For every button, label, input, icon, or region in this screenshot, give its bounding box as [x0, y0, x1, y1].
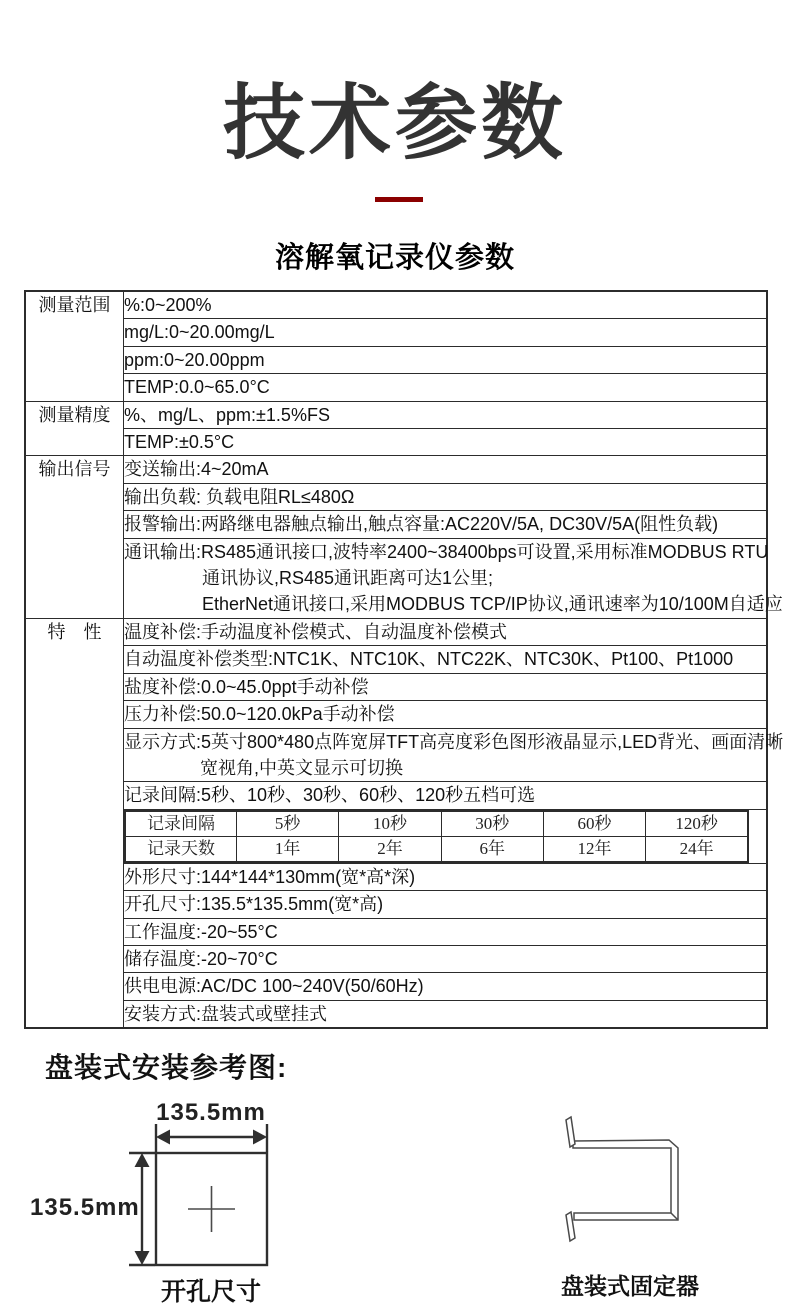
- spec-value-line: 通讯输出:RS485通讯接口,波特率2400~38400bps可设置,采用标准MODBUS RTU: [124, 541, 769, 562]
- spec-value-cell: [124, 291, 768, 319]
- width-dimension-arrow: [156, 1124, 267, 1152]
- spec-row: [25, 618, 767, 645]
- spec-row: [25, 918, 767, 945]
- spec-row: [25, 483, 767, 510]
- spec-value-line: 报警输出:两路继电器触点输出,触点容量:AC220V/5A, DC30V/5A(阻性负载): [124, 514, 719, 535]
- record-row-label: 记录间隔: [125, 811, 237, 837]
- record-cell: 1年: [237, 836, 339, 862]
- spec-row: [25, 809, 767, 863]
- cutout-height-label: 135.5mm: [30, 1194, 140, 1221]
- spec-row: [25, 456, 767, 483]
- spec-value-cell: [124, 401, 768, 428]
- spec-row: [25, 646, 767, 673]
- record-cell: 30秒: [441, 811, 543, 837]
- section-subtitle: 溶解氧记录仪参数: [274, 242, 515, 274]
- fixer-bracket-drawing: [550, 1110, 710, 1260]
- spec-value-cell: [124, 863, 768, 890]
- spec-value-line: %:0~200%: [124, 295, 212, 315]
- spec-value-line: 输出负载: 负载电阻RL≤480Ω: [124, 486, 355, 507]
- spec-value-line: 储存温度:-20~70°C: [124, 948, 278, 969]
- cutout-diagram: [30, 1095, 320, 1304]
- record-table-row: [125, 811, 748, 837]
- record-cell: 120秒: [646, 811, 748, 837]
- spec-value-cell: [124, 782, 768, 809]
- fixer-caption: 盘装式固定器: [561, 1273, 699, 1299]
- spec-value-cell: [124, 918, 768, 945]
- spec-value-line: 压力补偿:50.0~120.0kPa手动补偿: [124, 704, 395, 725]
- spec-row: [25, 374, 767, 401]
- spec-value-line: 显示方式:5英寸800*480点阵宽屏TFT高亮度彩色图形液晶显示,LED背光、画面清晰: [124, 731, 784, 752]
- spec-value-line: 开孔尺寸:135.5*135.5mm(宽*高): [124, 894, 384, 915]
- spec-table-wrap: [24, 290, 784, 1029]
- spec-value-cell: [124, 511, 768, 538]
- spec-row: [25, 945, 767, 972]
- spec-value-cell: [124, 618, 768, 645]
- spec-label-measurement-accuracy: 测量精度: [25, 401, 124, 456]
- record-cell: 6年: [441, 836, 543, 862]
- title-accent-dash: [375, 197, 423, 202]
- record-cell: 12年: [543, 836, 645, 862]
- spec-value-line: mg/L:0~20.00mg/L: [124, 322, 275, 343]
- spec-row: [25, 319, 767, 346]
- spec-value-line: 宽视角,中英文显示可切换: [200, 757, 403, 778]
- spec-value-line: 外形尺寸:144*144*130mm(宽*高*深): [124, 866, 416, 887]
- spec-value-line: 自动温度补偿类型:NTC1K、NTC10K、NTC22K、NTC30K、Pt100、Pt1000: [124, 649, 734, 670]
- spec-value-line: %、mg/L、ppm:±1.5%FS: [124, 404, 330, 425]
- spec-row: [25, 511, 767, 538]
- spec-value-cell: [124, 973, 768, 1000]
- record-cell: 2年: [339, 836, 441, 862]
- spec-table: [24, 290, 784, 1029]
- spec-row: [25, 863, 767, 890]
- spec-value-cell: [124, 456, 768, 483]
- spec-value-cell: [124, 483, 768, 510]
- bracket-top-tab: [566, 1117, 575, 1147]
- spec-row: [25, 701, 767, 728]
- spec-value-cell: [124, 891, 768, 918]
- spec-value-line: 安装方式:盘装式或壁挂式: [124, 1003, 327, 1024]
- spec-value-line: 温度补偿:手动温度补偿模式、自动温度补偿模式: [124, 621, 507, 642]
- record-cell: 24年: [646, 836, 748, 862]
- spec-row: [25, 346, 767, 373]
- spec-value-cell: [124, 673, 768, 700]
- record-table-cell: [124, 809, 768, 863]
- spec-value-line: 供电电源:AC/DC 100~240V(50/60Hz): [124, 976, 424, 997]
- spec-label-features: 特 性: [25, 618, 124, 1028]
- spec-value-line: ppm:0~20.00ppm: [124, 349, 265, 370]
- spec-row: [25, 973, 767, 1000]
- record-interval-table: [124, 810, 749, 863]
- spec-value-line: 工作温度:-20~55°C: [124, 921, 278, 942]
- record-cell: 10秒: [339, 811, 441, 837]
- spec-label-output-signal: 输出信号: [25, 456, 124, 618]
- spec-value-cell: [124, 646, 768, 673]
- spec-value-cell: [124, 374, 768, 401]
- spec-row: [25, 401, 767, 428]
- spec-value-cell: [124, 538, 783, 618]
- cutout-width-label: 135.5mm: [156, 1099, 266, 1126]
- spec-row: [25, 538, 767, 618]
- spec-row: [25, 1000, 767, 1028]
- spec-value-line: 变送输出:4~20mA: [124, 459, 269, 480]
- fixer-diagram: [550, 1110, 710, 1304]
- spec-value-cell: [124, 945, 768, 972]
- spec-value-line: EtherNet通讯接口,采用MODBUS TCP/IP协议,通讯速率为10/100M自适应: [202, 594, 783, 615]
- spec-row: [25, 673, 767, 700]
- mount-section-heading: 盘装式安装参考图:: [45, 1052, 288, 1083]
- record-cell: 60秒: [543, 811, 645, 837]
- spec-row: [25, 429, 767, 456]
- page-title: 技术参数: [222, 78, 567, 169]
- spec-row: [25, 728, 767, 782]
- spec-value-cell: [124, 1000, 768, 1028]
- spec-row: [25, 891, 767, 918]
- record-table-row: [125, 836, 748, 862]
- spec-value-line: TEMP:±0.5°C: [124, 432, 235, 453]
- spec-row: [25, 782, 767, 809]
- spec-value-line: 记录间隔:5秒、10秒、30秒、60秒、120秒五档可选: [124, 785, 536, 806]
- bracket-body: [573, 1140, 678, 1220]
- spec-value-cell: [124, 346, 768, 373]
- spec-table-body: [25, 291, 784, 1028]
- spec-value-line: 通讯协议,RS485通讯距离可达1公里;: [202, 568, 494, 589]
- spec-value-line: TEMP:0.0~65.0°C: [124, 377, 270, 398]
- spec-label-measurement-range: 测量范围: [25, 291, 124, 401]
- spec-row: [25, 291, 767, 319]
- spec-value-cell: [124, 701, 768, 728]
- spec-value-cell: [124, 429, 768, 456]
- spec-value-cell: [124, 319, 768, 346]
- record-cell: 5秒: [237, 811, 339, 837]
- record-row-label: 记录天数: [125, 836, 237, 862]
- cutout-caption: 开孔尺寸: [160, 1278, 261, 1304]
- spec-value-cell: [124, 728, 784, 782]
- spec-value-line: 盐度补偿:0.0~45.0ppt手动补偿: [124, 676, 369, 697]
